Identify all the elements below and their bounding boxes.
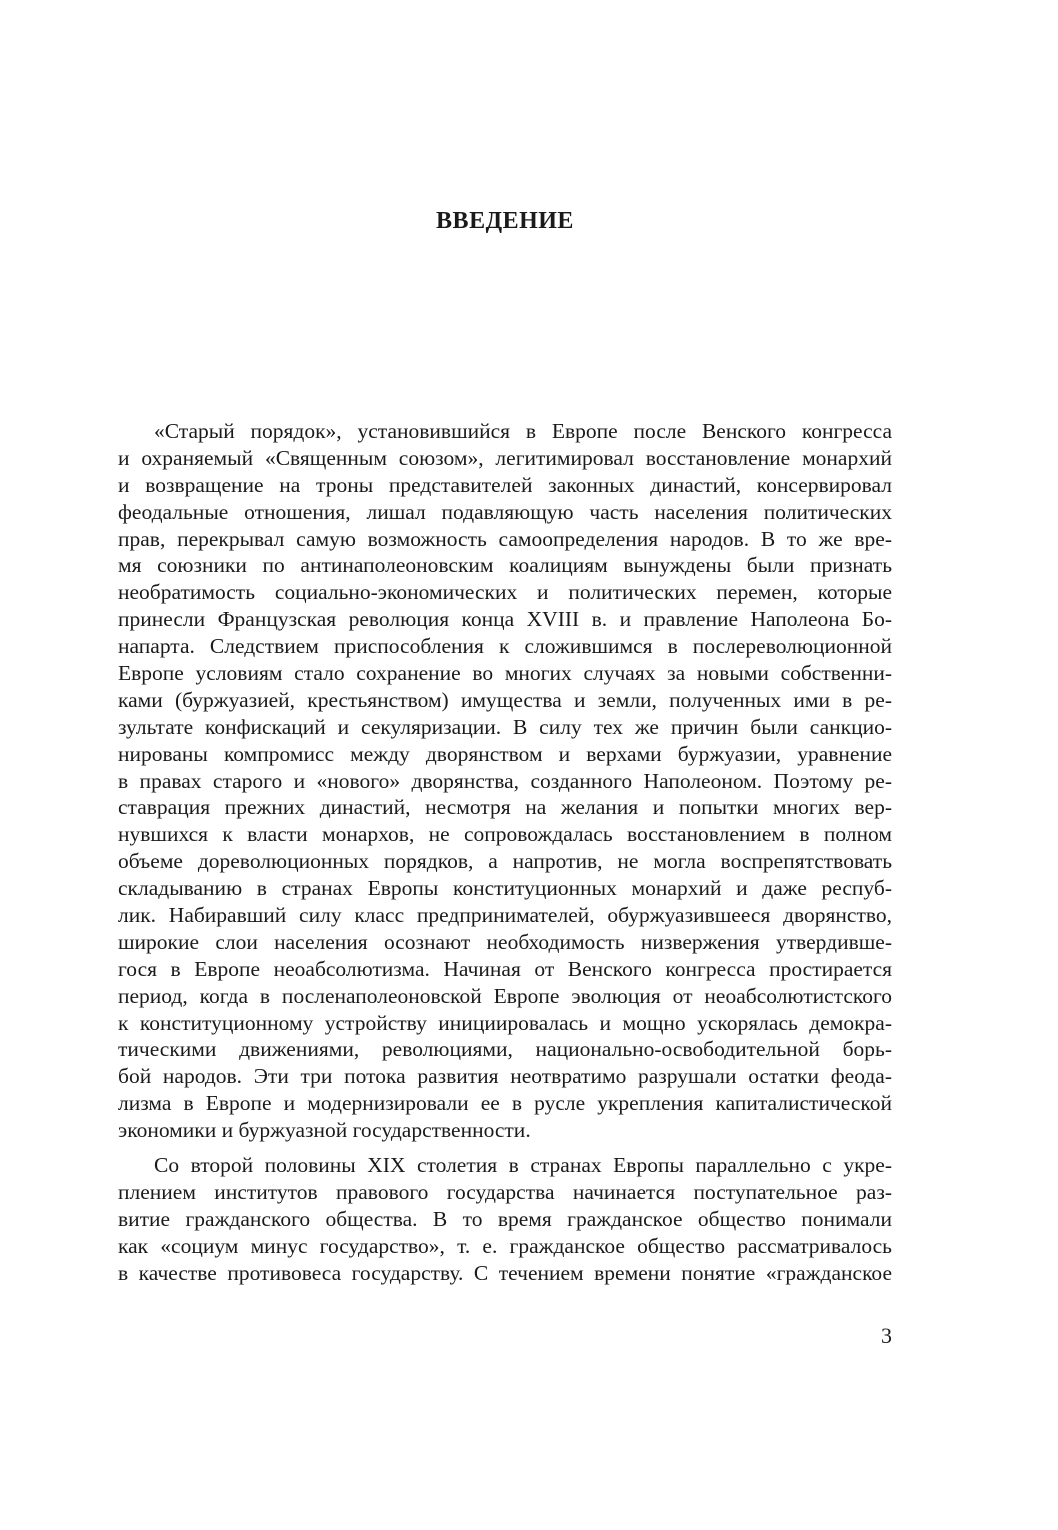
text-line: гося в Европе неоабсолютизма. Начиная от Венского конгресса простирается	[118, 956, 892, 981]
paragraph-2	[118, 1152, 892, 1286]
text-line: Европе условиям стало сохранение во многих случаях за новыми собственни-	[118, 661, 892, 686]
text-line: принесли Французская революция конца XVIII в. и правление Наполеона Бо-	[118, 607, 892, 632]
text-line: широкие слои населения осознают необходимость низвержения утвердивше-	[118, 929, 892, 954]
page-number: 3	[881, 1323, 892, 1348]
text-line: тическими движениями, революциями, национально-освободительной борь-	[118, 1037, 892, 1062]
text-line: лик. Набиравший силу класс предпринимателей, обуржуазившееся дворянство,	[118, 903, 892, 928]
text-line: период, когда в посленаполеоновской Европе эволюция от неоабсолютистского	[118, 983, 892, 1008]
text-line: прав, перекрывал самую возможность самоопределения народов. В то же вре-	[118, 526, 892, 551]
text-line: необратимость социально-экономических и политических перемен, которые	[118, 580, 892, 605]
text-line: феодальные отношения, лишал подавляющую часть населения политических	[118, 499, 892, 524]
text-line: напарта. Следствием приспособления к сложившимся в послереволюционной	[118, 634, 892, 659]
text-line: ставрация прежних династий, несмотря на желания и попытки многих вер-	[118, 795, 892, 820]
chapter-heading: ВВЕДЕНИЕ	[436, 208, 574, 234]
paragraph-1	[118, 418, 892, 1144]
text-line: «Старый порядок», установившийся в Европе после Венского конгресса	[154, 419, 892, 443]
text-line: и возвращение на троны представителей законных династий, консервировал	[118, 472, 892, 497]
text-line: плением институтов правового государства начинается поступательное раз-	[118, 1179, 892, 1204]
text-line: зультате конфискаций и секуляризации. В силу тех же причин были санкцио-	[118, 714, 892, 739]
text-line: к конституционному устройству инициировалась и мощно ускорялась демокра-	[118, 1010, 892, 1035]
text-line: витие гражданского общества. В то время гражданское общество понимали	[118, 1206, 892, 1231]
text-line: объеме дореволюционных порядков, а напротив, не могла воспрепятствовать	[118, 849, 892, 874]
text-line: лизма в Европе и модернизировали ее в русле укрепления капиталистической	[118, 1091, 892, 1116]
text-line: и охраняемый «Священным союзом», легитимировал восстановление монархий	[118, 445, 892, 470]
text-line: нированы компромисс между дворянством и верхами буржуазии, уравнение	[118, 741, 892, 766]
text-line: как «социум минус государство», т. е. гражданское общество рассматривалось	[118, 1233, 892, 1258]
text-line: экономики и буржуазной государственности.	[118, 1118, 531, 1143]
text-line: в качестве противовеса государству. С течением времени понятие «гражданское	[118, 1260, 892, 1285]
text-line: бой народов. Эти три потока развития неотвратимо разрушали остатки феода-	[118, 1064, 892, 1089]
text-line: ками (буржуазией, крестьянством) имущества и земли, полученных ими в ре-	[118, 687, 892, 712]
text-line: в правах старого и «нового» дворянства, созданного Наполеоном. Поэтому ре-	[118, 768, 892, 793]
text-line: Со второй половины XIX столетия в странах Европы параллельно с укре-	[154, 1153, 892, 1178]
paragraph-gap	[118, 1144, 892, 1152]
text-line: мя союзники по антинаполеоновским коалициям вынуждены были признать	[118, 553, 892, 578]
text-line: складыванию в странах Европы конституционных монархий и даже респуб-	[118, 876, 892, 901]
body-text	[118, 418, 892, 1287]
text-line: нувшихся к власти монархов, не сопровождалась восстановлением в полном	[118, 822, 892, 847]
